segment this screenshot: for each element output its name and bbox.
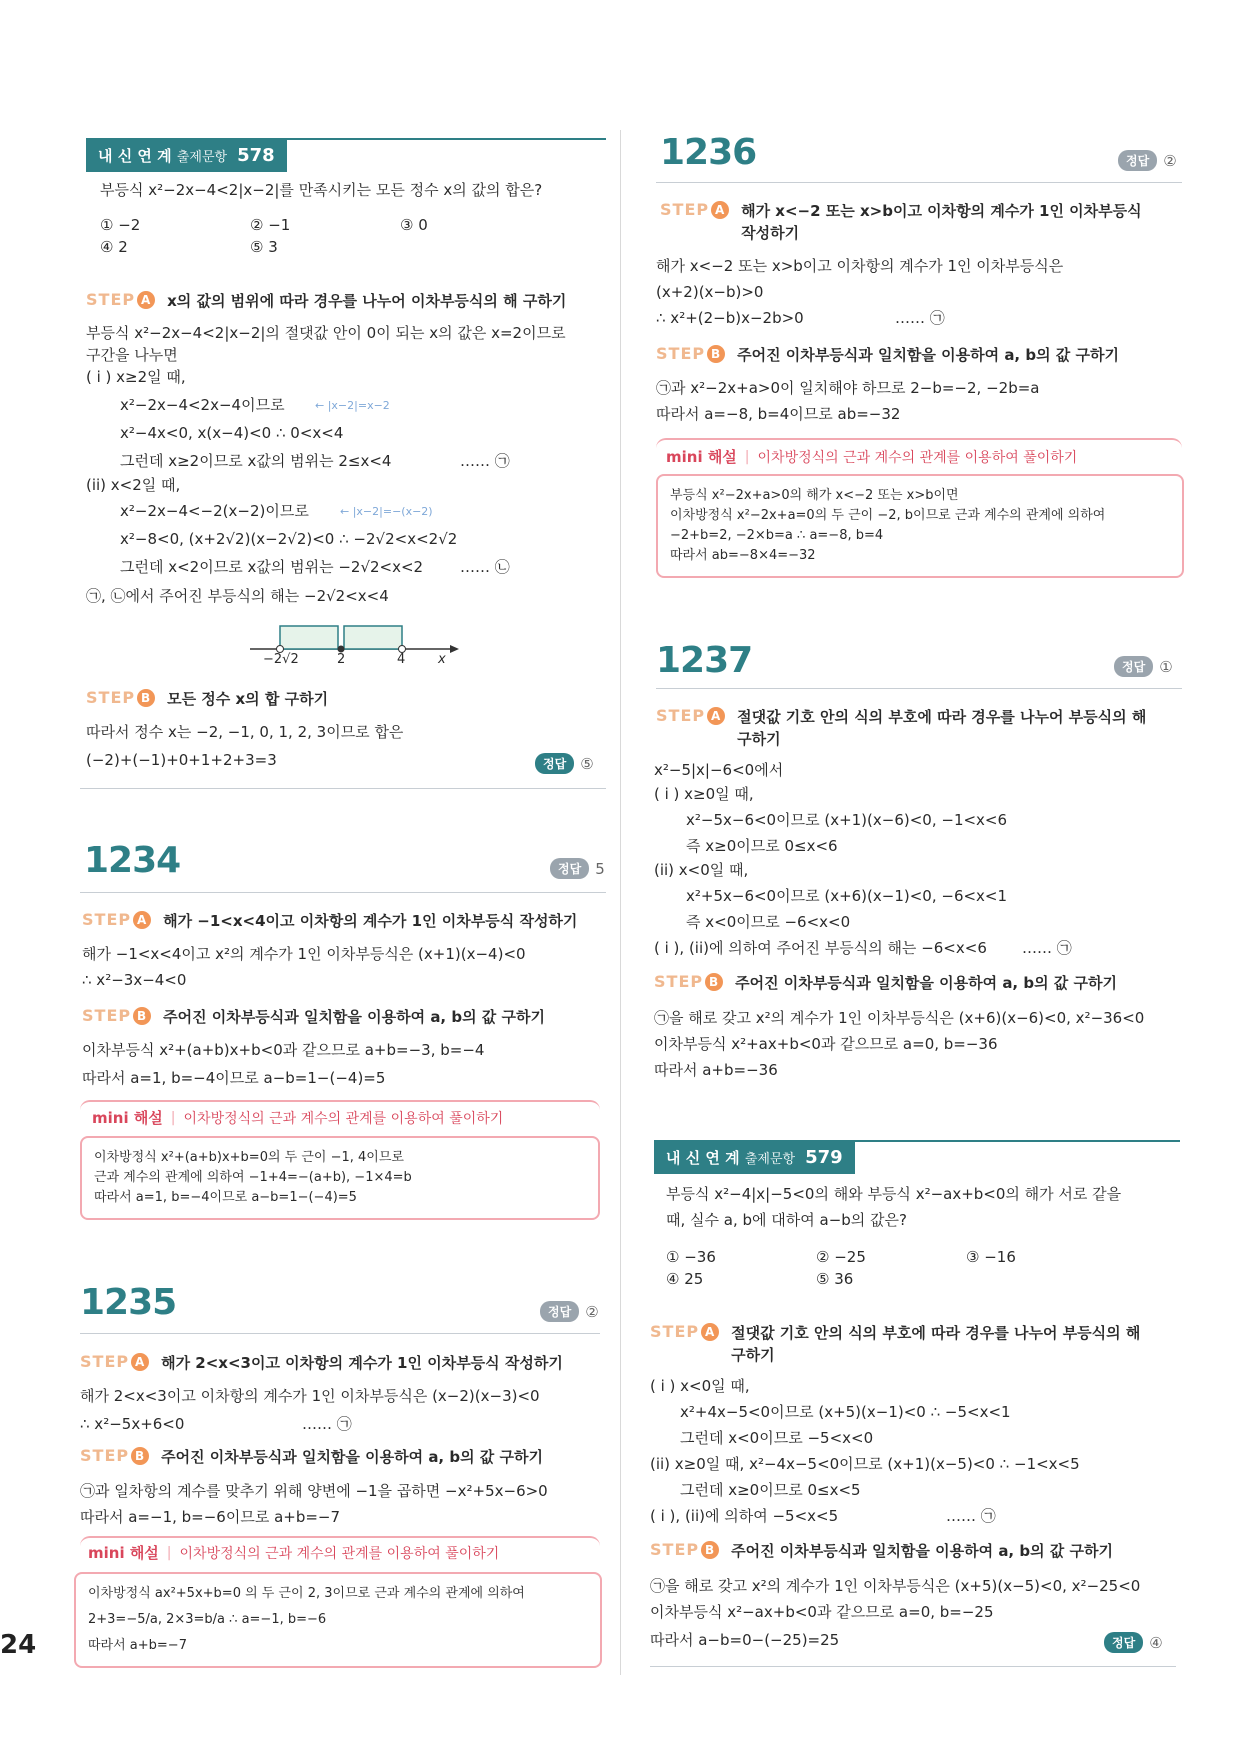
- step-a-heading: [82, 910, 577, 932]
- text-line: 따라서 a=−1, b=−6이므로 a+b=−7: [80, 1508, 341, 1526]
- mini-label: mini 해설: [88, 1544, 159, 1562]
- mini-solution-box: 이차방정식 ax²+5x+b=0 의 두 근이 2, 3이므로 근과 계수의 관계에 의하여 2+3=−5/a, 2×3=b/a ∴ a=−1, b=−6 따라서 a+b=−7: [74, 1572, 602, 1668]
- text-line: 따라서 a=−8, b=4이므로 ab=−32: [656, 405, 901, 423]
- mini-title: 이차방정식의 근과 계수의 관계를 이용하여 풀이하기: [179, 1545, 500, 1562]
- text-line: ∴ x²−5x+6<0: [80, 1415, 185, 1433]
- step-b-heading: [86, 688, 328, 710]
- exam-579-band: [654, 1140, 1180, 1174]
- exam-label: 내 신 연 계: [666, 1148, 740, 1167]
- exam-number: 578: [237, 144, 275, 166]
- text-line: 그런데 x<0이므로 −5<x<0: [680, 1429, 874, 1447]
- mark: …… ㉠: [460, 452, 510, 470]
- text-line: ∴ x²+(2−b)x−2b>0: [656, 309, 804, 327]
- step-b-heading: [82, 1006, 545, 1028]
- exam-label: 내 신 연 계: [98, 146, 172, 165]
- exam-579-question: 부등식 x²−4|x|−5<0의 해와 부등식 x²−ax+b<0의 해가 서로 같을: [666, 1185, 1122, 1203]
- text-line: (ii) x≥0일 때, x²−4x−5<0이므로 (x+1)(x−5)<0 ∴ −1<x<5: [650, 1455, 1080, 1473]
- text-line: 해가 2<x<3이고 이차항의 계수가 1인 이차부등식은 (x−2)(x−3)<0: [80, 1387, 540, 1405]
- text-line: x²−5x−6<0이므로 (x+1)(x−6)<0, −1<x<6: [686, 811, 1008, 829]
- answer-tag: [1104, 1632, 1163, 1653]
- answer-pill: 정답: [550, 858, 589, 879]
- text-line: 따라서 정수 x는 −2, −1, 0, 1, 2, 3이므로 합은: [86, 723, 404, 741]
- text-line: ∴ x²−3x−4<0: [82, 971, 187, 989]
- step-tag: STEP A: [86, 290, 155, 309]
- answer-tag: [1114, 656, 1173, 677]
- reference-note: ← |x−2|=x−2: [315, 399, 390, 412]
- choice-3: ③ 0: [400, 216, 428, 234]
- numberline-label: x: [438, 652, 446, 667]
- mark: …… ㉠: [946, 1507, 996, 1525]
- mini-solution-header: mini 해설 | 이차방정식의 근과 계수의 관계를 이용하여 풀이하기: [88, 1544, 500, 1562]
- mini-solution-header: mini 해설 | 이차방정식의 근과 계수의 관계를 이용하여 풀이하기: [92, 1109, 504, 1127]
- mark: …… ㉠: [895, 309, 945, 327]
- step-b-heading: [654, 972, 1117, 994]
- exam-579-choices: [666, 1248, 1116, 1288]
- mini-solution-box: 부등식 x²−2x+a>0의 해가 x<−2 또는 x>b이면 이차방정식 x²−2x+a=0의 두 근이 −2, b이므로 근과 계수의 관계에 의하여 −2+b=2, −2×b=a ∴ a=−8, b=4 따라서 ab=−8×4=−32: [656, 474, 1184, 578]
- answer-tag: [550, 858, 605, 879]
- step-tag: STEP A: [660, 200, 729, 219]
- text-line: 따라서 a+b=−36: [654, 1061, 778, 1079]
- step-a-heading: [660, 200, 1160, 244]
- step-tag: STEP A: [656, 706, 725, 725]
- step-title: 주어진 이차부등식과 일치함을 이용하여 a, b의 값 구하기: [735, 974, 1117, 992]
- text-line: ( i ), (ii)에 의하여 주어진 부등식의 해는 −6<x<6: [654, 939, 987, 957]
- answer-tag: [535, 753, 594, 774]
- text-line: 해가 −1<x<4이고 x²의 계수가 1인 이차부등식은 (x+1)(x−4)<0: [82, 945, 526, 963]
- text-line: 그런데 x<2이므로 x값의 범위는 −2√2<x<2: [120, 558, 424, 576]
- step-tag: STEP B: [82, 1006, 151, 1025]
- problem-number: 1234: [84, 840, 181, 881]
- numberline-label: −2√2: [263, 652, 299, 667]
- step-tag: STEP B: [656, 344, 725, 363]
- choice-2: ② −1: [250, 216, 291, 234]
- mark: …… ㉠: [302, 1415, 352, 1433]
- answer-tag: [1118, 150, 1177, 171]
- step-tag: STEP A: [82, 910, 151, 929]
- answer-tag: [540, 1301, 599, 1322]
- step-title: 절댓값 기호 안의 식의 부호에 따라 경우를 나누어 부등식의 해 구하기: [731, 1324, 1141, 1364]
- mini-label: mini 해설: [666, 448, 737, 466]
- step-tag: STEP A: [80, 1352, 149, 1371]
- exam-578-band: [86, 138, 606, 172]
- mini-label: mini 해설: [92, 1109, 163, 1127]
- text-line: 해가 x<−2 또는 x>b이고 이차항의 계수가 1인 이차부등식은: [656, 257, 1064, 275]
- step-tag: STEP B: [80, 1446, 149, 1465]
- problem-number: 1235: [80, 1282, 177, 1323]
- choice-2: ② −25: [816, 1248, 866, 1266]
- choice-1: ① −2: [100, 216, 141, 234]
- answer-value: ②: [1163, 151, 1177, 170]
- mark: …… ㉡: [460, 558, 510, 576]
- choice-3: ③ −16: [966, 1248, 1016, 1266]
- mini-title: 이차방정식의 근과 계수의 관계를 이용하여 풀이하기: [757, 449, 1078, 466]
- text-line: 그런데 x≥0이므로 0≤x<5: [680, 1481, 861, 1499]
- exam-number: 579: [805, 1146, 843, 1168]
- exam-578-question: 부등식 x²−2x−4<2|x−2|를 만족시키는 모든 정수 x의 값의 합은?: [100, 181, 543, 199]
- text-line: 따라서 a=1, b=−4이므로 a−b=1−(−4)=5: [82, 1069, 386, 1087]
- exam-578-choices: [100, 216, 550, 256]
- text-line: 즉 x≥0이므로 0≤x<6: [686, 837, 838, 855]
- step-tag: STEP B: [650, 1540, 719, 1559]
- answer-value: ④: [1149, 1633, 1163, 1652]
- text-line: 이차부등식 x²+ax+b<0과 같으므로 a=0, b=−36: [654, 1035, 998, 1053]
- text-line: ㉠을 해로 갖고 x²의 계수가 1인 이차부등식은 (x+5)(x−5)<0, x²−25<0: [650, 1577, 1141, 1595]
- answer-pill: 정답: [1104, 1632, 1143, 1653]
- text-line: x²−2x−4<−2(x−2)이므로: [120, 502, 309, 520]
- column-divider: [620, 130, 621, 1675]
- text-line: x²+4x−5<0이므로 (x+5)(x−1)<0 ∴ −5<x<1: [680, 1403, 1011, 1421]
- choice-4: ④ 2: [100, 238, 128, 256]
- answer-pill: 정답: [535, 753, 574, 774]
- page-number: 24: [0, 1630, 37, 1660]
- text-line: ( i ) x≥0일 때,: [654, 785, 754, 803]
- numberline-label: 2: [337, 652, 346, 667]
- choice-4: ④ 25: [666, 1270, 704, 1288]
- step-title: 절댓값 기호 안의 식의 부호에 따라 경우를 나누어 부등식의 해 구하기: [737, 708, 1147, 748]
- step-b-heading: [656, 344, 1119, 366]
- step-title: x의 값의 범위에 따라 경우를 나누어 이차부등식의 해 구하기: [167, 292, 567, 310]
- choice-5: ⑤ 3: [250, 238, 278, 256]
- text-line: x²+5x−6<0이므로 (x+6)(x−1)<0, −6<x<1: [686, 887, 1008, 905]
- mini-solution-box: 이차방정식 x²+(a+b)x+b=0의 두 근이 −1, 4이므로 근과 계수의 관계에 의하여 −1+4=−(a+b), −1×4=b 따라서 a=1, b=−4이므로 a−b=1−(−4)=5: [80, 1136, 600, 1220]
- mark: …… ㉠: [1022, 939, 1072, 957]
- step-title: 모든 정수 x의 합 구하기: [167, 690, 329, 708]
- step-a-heading: [650, 1322, 1160, 1366]
- exam-579-question: 때, 실수 a, b에 대하여 a−b의 값은?: [666, 1211, 908, 1229]
- text-line: ㉠을 해로 갖고 x²의 계수가 1인 이차부등식은 (x+6)(x−6)<0, x²−36<0: [654, 1009, 1145, 1027]
- answer-value: 5: [595, 859, 605, 878]
- exam-sub: 출제문항: [176, 149, 228, 165]
- mini-title: 이차방정식의 근과 계수의 관계를 이용하여 풀이하기: [183, 1110, 504, 1127]
- problem-number: 1236: [660, 132, 757, 173]
- problem-number: 1237: [656, 640, 753, 681]
- step-b-heading: [80, 1446, 543, 1468]
- mini-solution-header: mini 해설 | 이차방정식의 근과 계수의 관계를 이용하여 풀이하기: [666, 448, 1078, 466]
- text-line: 따라서 a−b=0−(−25)=25: [650, 1631, 840, 1649]
- numberline-label: 4: [397, 652, 406, 667]
- step-b-heading: [650, 1540, 1113, 1562]
- text-line: ㉠과 x²−2x+a>0이 일치해야 하므로 2−b=−2, −2b=a: [656, 379, 1040, 397]
- step-a-heading: [80, 1352, 563, 1374]
- choice-1: ① −36: [666, 1248, 716, 1266]
- step-title: 해가 x<−2 또는 x>b이고 이차항의 계수가 1인 이차부등식 작성하기: [741, 202, 1142, 242]
- text-line: 이차부등식 x²−ax+b<0과 같으므로 a=0, b=−25: [650, 1603, 994, 1621]
- step-a-heading: [86, 290, 566, 312]
- text-line: 구간을 나누면: [86, 346, 178, 364]
- step-title: 해가 −1<x<4이고 이차항의 계수가 1인 이차부등식 작성하기: [163, 912, 578, 930]
- text-line: x²−8<0, (x+2√2)(x−2√2)<0 ∴ −2√2<x<2√2: [120, 530, 458, 548]
- text-line: ㉠과 일차항의 계수를 맞추기 위해 양변에 −1을 곱하면 −x²+5x−6>0: [80, 1482, 548, 1500]
- text-line: 즉 x<0이므로 −6<x<0: [686, 913, 851, 931]
- answer-pill: 정답: [1118, 150, 1157, 171]
- answer-value: ⑤: [580, 754, 594, 773]
- text-line: 부등식 x²−2x−4<2|x−2|의 절댓값 안이 0이 되는 x의 값은 x=2이므로: [86, 324, 566, 342]
- text-line: x²−4x<0, x(x−4)<0 ∴ 0<x<4: [120, 424, 344, 442]
- text-line: ( i ), (ii)에 의하여 −5<x<5: [650, 1507, 839, 1525]
- step-title: 주어진 이차부등식과 일치함을 이용하여 a, b의 값 구하기: [737, 346, 1119, 364]
- step-tag: STEP A: [650, 1322, 719, 1341]
- step-title: 주어진 이차부등식과 일치함을 이용하여 a, b의 값 구하기: [731, 1542, 1113, 1560]
- text-line: 이차부등식 x²+(a+b)x+b<0과 같으므로 a+b=−3, b=−4: [82, 1041, 485, 1059]
- text-line: ㉠, ㉡에서 주어진 부등식의 해는 −2√2<x<4: [86, 587, 389, 605]
- text-line: ( i ) x≥2일 때,: [86, 368, 186, 386]
- answer-pill: 정답: [540, 1301, 579, 1322]
- step-title: 주어진 이차부등식과 일치함을 이용하여 a, b의 값 구하기: [161, 1448, 543, 1466]
- text-line: x²−2x−4<2x−4이므로: [120, 396, 285, 414]
- step-title: 주어진 이차부등식과 일치함을 이용하여 a, b의 값 구하기: [163, 1008, 545, 1026]
- answer-pill: 정답: [1114, 656, 1153, 677]
- text-line: ( i ) x<0일 때,: [650, 1377, 750, 1395]
- reference-note: ← |x−2|=−(x−2): [340, 505, 433, 518]
- step-tag: STEP B: [86, 688, 155, 707]
- step-a-heading: [656, 706, 1156, 750]
- step-title: 해가 2<x<3이고 이차항의 계수가 1인 이차부등식 작성하기: [161, 1354, 563, 1372]
- text-line: x²−5|x|−6<0에서: [654, 761, 784, 779]
- text-line: (−2)+(−1)+0+1+2+3=3: [86, 751, 277, 769]
- text-line: (ii) x<2일 때,: [86, 476, 181, 494]
- step-tag: STEP B: [654, 972, 723, 991]
- exam-sub: 출제문항: [744, 1151, 796, 1167]
- text-line: 그런데 x≥2이므로 x값의 범위는 2≤x<4: [120, 452, 392, 470]
- answer-value: ②: [585, 1302, 599, 1321]
- text-line: (x+2)(x−b)>0: [656, 283, 764, 301]
- text-line: (ii) x<0일 때,: [654, 861, 749, 879]
- choice-5: ⑤ 36: [816, 1270, 854, 1288]
- answer-value: ①: [1159, 657, 1173, 676]
